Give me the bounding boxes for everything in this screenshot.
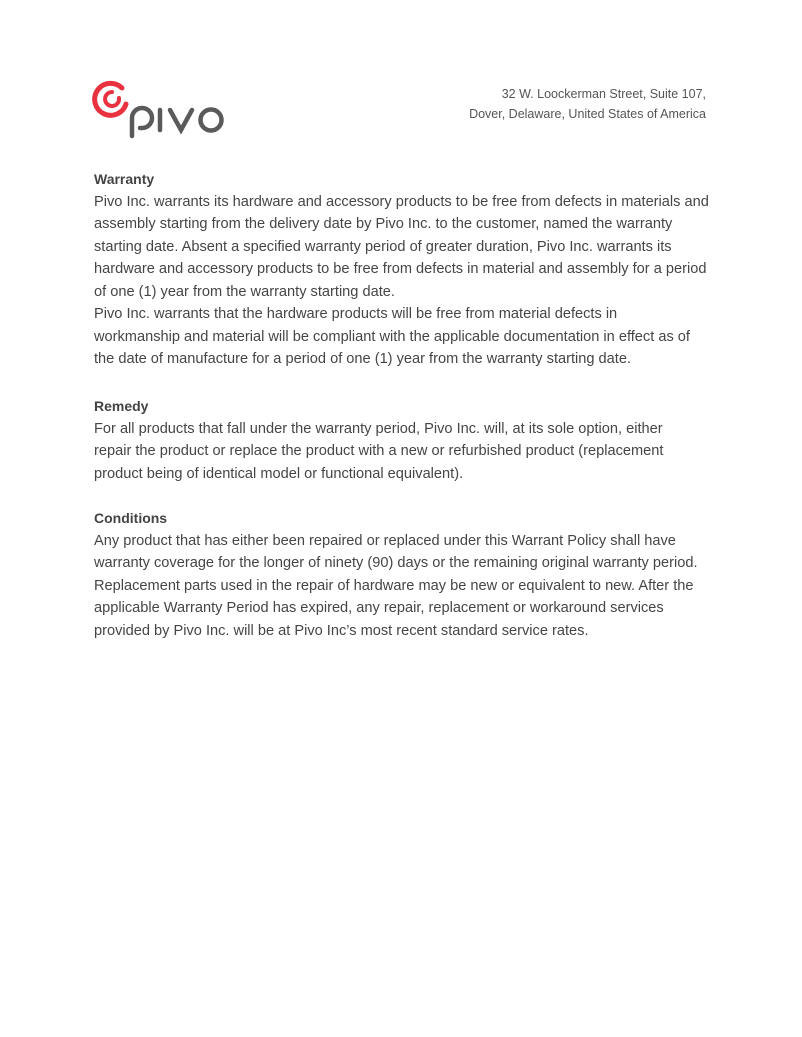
section-heading: Conditions: [94, 510, 168, 526]
text-line: starting date. Absent a specified warranty period of greater duration, Pivo Inc. warrants its: [94, 238, 672, 255]
text-line: warranty coverage for the longer of ninety (90) days or the remaining original warranty period.: [94, 555, 698, 571]
text-line: Pivo Inc. warrants its hardware and accessory products to be free from defects in materials and: [94, 193, 709, 210]
section-heading: Remedy: [94, 398, 149, 414]
warranty-section: [94, 168, 714, 371]
text-line: applicable Warranty Period has expired, any repair, replacement or workaround services: [94, 600, 664, 616]
address-line-1: 32 W. Loockerman Street, Suite 107,: [501, 87, 706, 101]
text-line: provided by Pivo Inc. will be at Pivo Inc’s most recent standard service rates.: [94, 622, 589, 639]
text-line: For all products that fall under the warranty period, Pivo Inc. will, at its sole option, either: [94, 420, 663, 437]
text-line: hardware and accessory products to be free from defects in material and assembly for a period: [94, 261, 707, 277]
text-line: Pivo Inc. warrants that the hardware products will be free from material defects in: [94, 306, 618, 322]
text-line: repair the product or replace the product with a new or refurbished product (replacement: [94, 443, 664, 459]
text-line: Replacement parts used in the repair of hardware may be new or equivalent to new. After the: [94, 577, 694, 594]
text-line: Any product that has either been repaired or replaced under this Warrant Policy shall have: [94, 532, 676, 549]
company-address: [469, 84, 706, 124]
text-line: the date of manufacture for a period of one (1) year from the warranty starting date.: [94, 351, 632, 367]
text-line: product being of identical model or functional equivalent).: [94, 465, 464, 482]
text-line: workmanship and material will be compliant with the applicable documentation in effect as of: [94, 328, 690, 345]
remedy-section: [94, 395, 714, 485]
section-heading: Warranty: [94, 171, 155, 187]
text-line: assembly starting from the delivery date by Pivo Inc. to the customer, named the warranty: [94, 216, 673, 232]
text-line: of one (1) year from the warranty starting date.: [94, 283, 395, 300]
address-line-2: Dover, Delaware, United States of America: [469, 107, 706, 121]
conditions-section: [94, 507, 714, 642]
pivo-logo: [92, 74, 232, 144]
